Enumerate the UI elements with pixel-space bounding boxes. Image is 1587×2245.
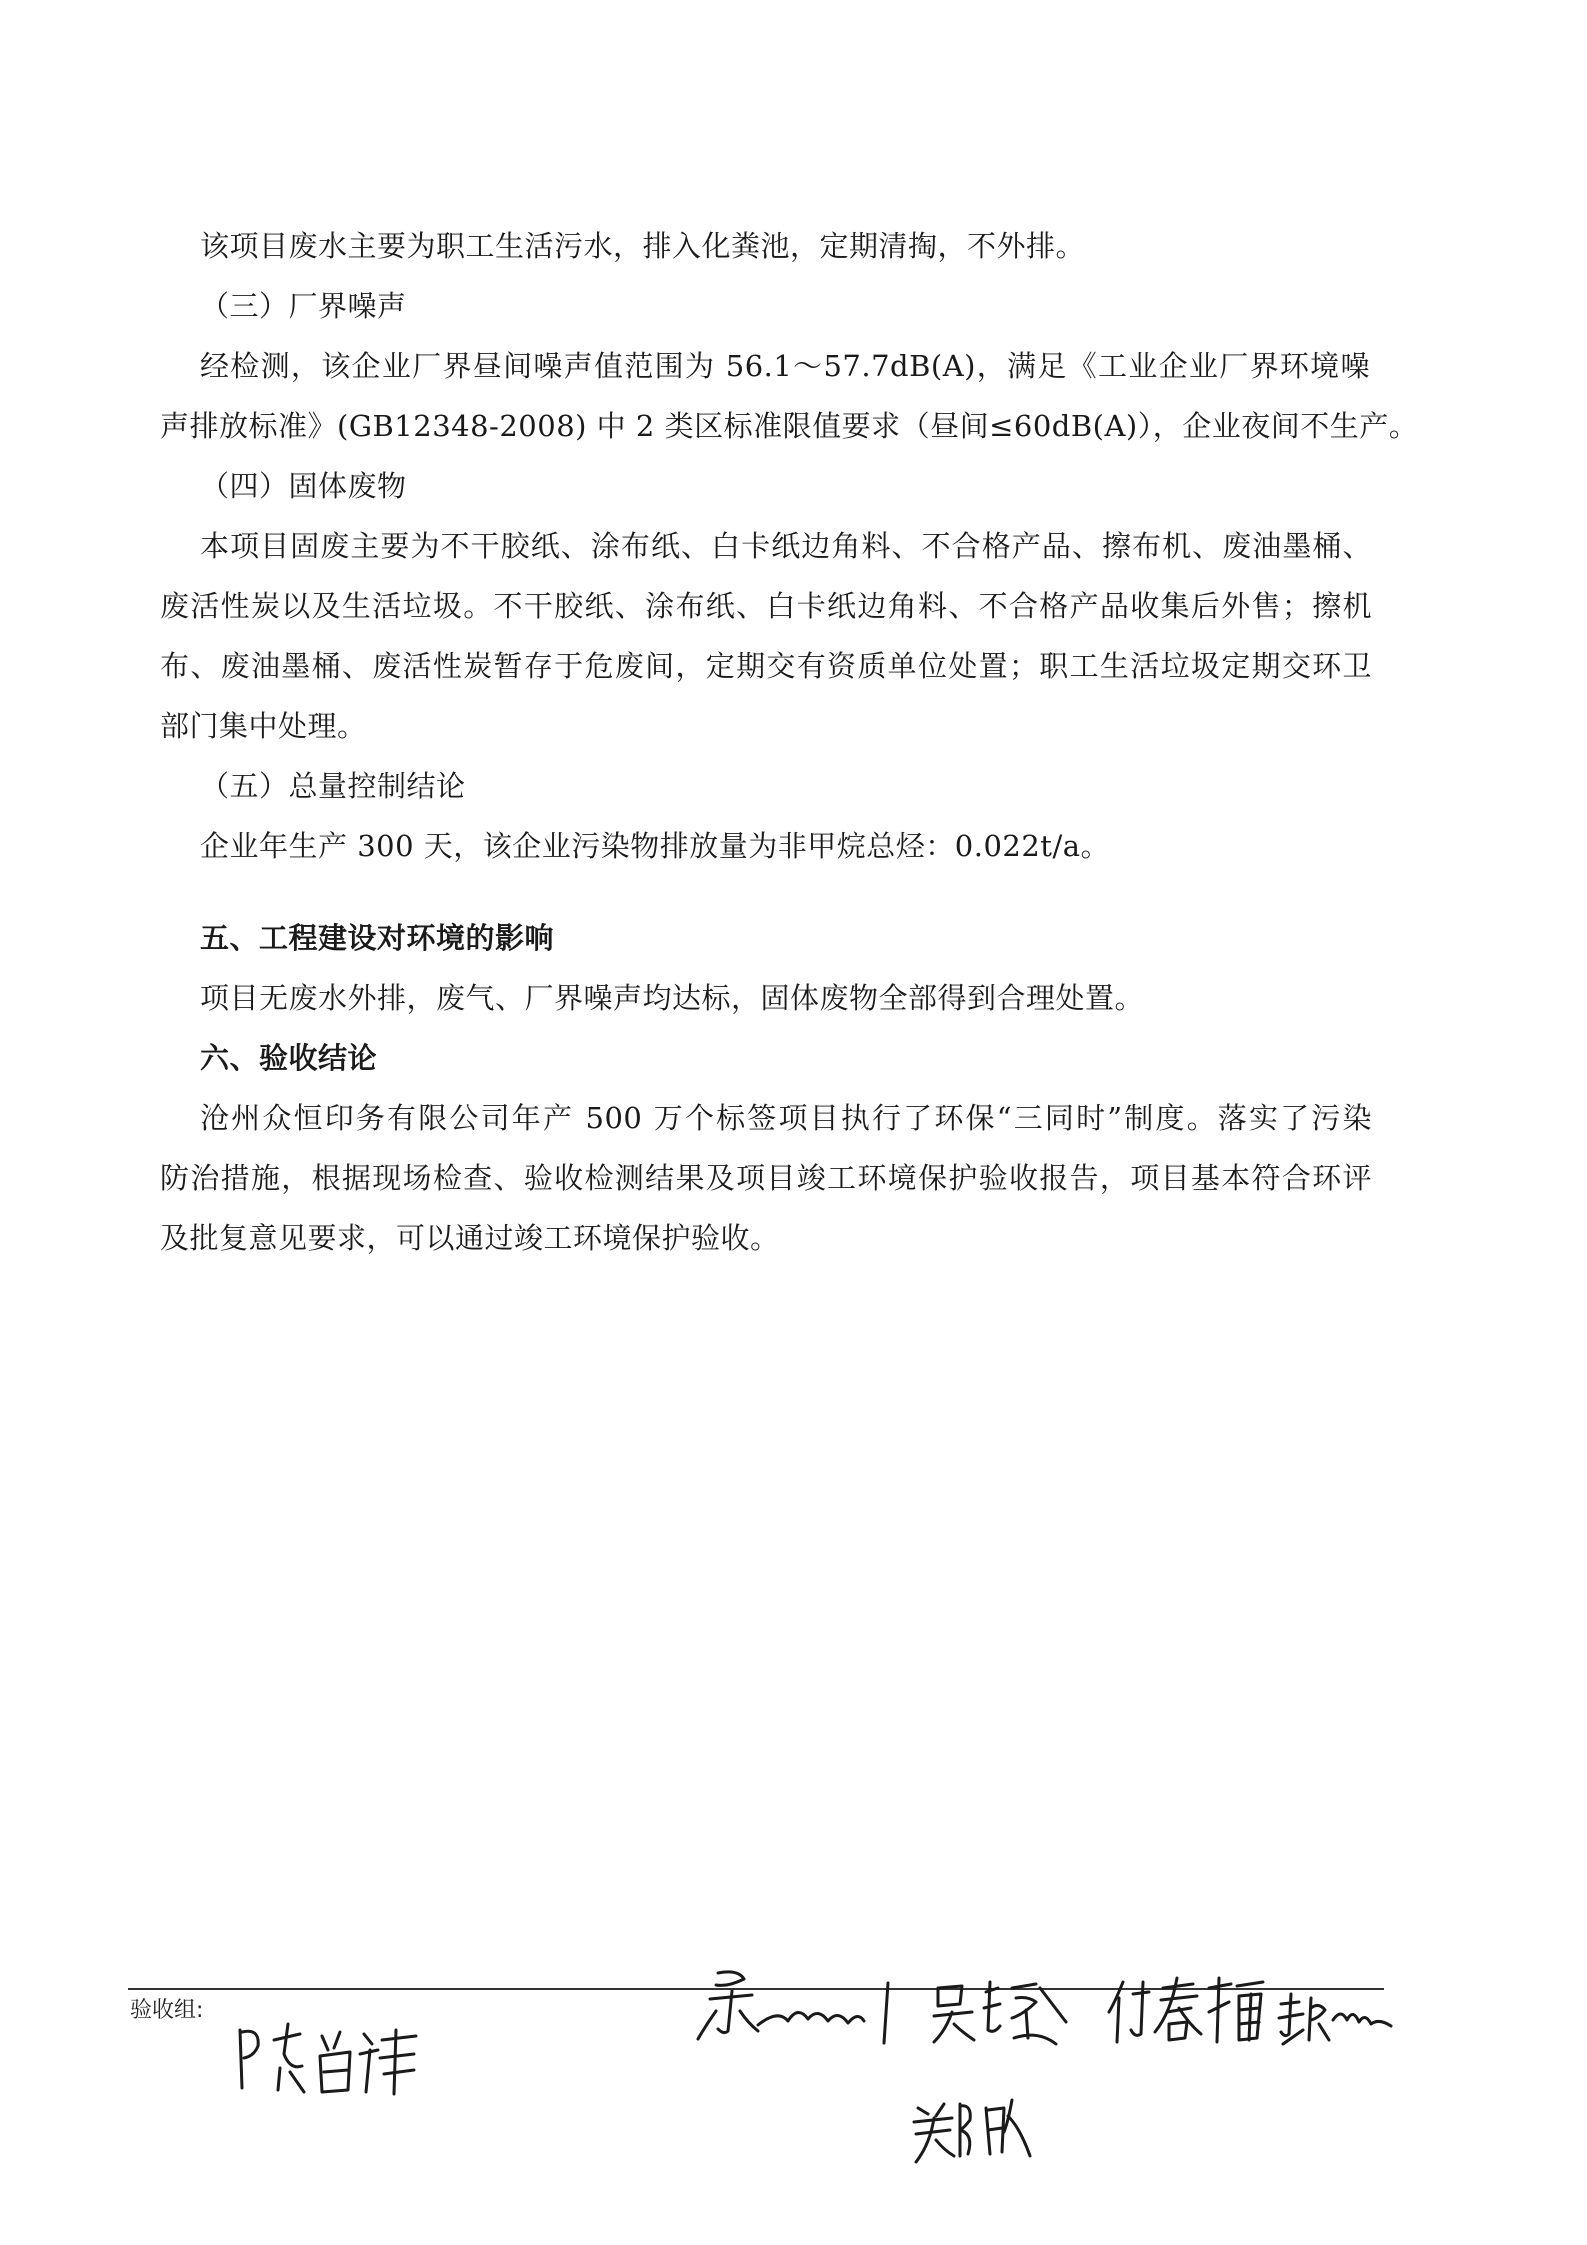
- paragraph-solid-waste-line-4: 部门集中处理。: [160, 709, 367, 743]
- signature-6: [908, 2092, 1038, 2172]
- signature-label: 验收组:: [130, 1998, 204, 2023]
- section-title-environment-impact: 五、工程建设对环境的影响: [200, 921, 555, 955]
- paragraph-wastewater: 该项目废水主要为职工生活污水，排入化粪池，定期清掏，不外排。: [200, 229, 1086, 263]
- signature-5: [1275, 1984, 1395, 2054]
- signature-1: [230, 2010, 430, 2100]
- section-title-acceptance-conclusion: 六、验收结论: [200, 1041, 378, 1075]
- paragraph-conclusion-line-2: 防治措施，根据现场检查、验收检测结果及项目竣工环境保护验收报告，项目基本符合环评: [160, 1161, 1372, 1195]
- paragraph-solid-waste-line-2: 废活性炭以及生活垃圾。不干胶纸、涂布纸、白卡纸边角料、不合格产品收集后外售；擦机: [160, 589, 1372, 623]
- paragraph-noise-line-2: 声排放标准》(GB12348-2008) 中 2 类区标准限值要求（昼间≤60dB(A)），企业夜间不生产。: [160, 409, 1419, 443]
- paragraph-solid-waste-line-3: 布、废油墨桶、废活性炭暂存于危废间，定期交有资质单位处置；职工生活垃圾定期交环卫: [160, 649, 1372, 683]
- paragraph-conclusion-line-1: 沧州众恒印务有限公司年产 500 万个标签项目执行了环保“三同时”制度。落实了污染: [200, 1101, 1372, 1135]
- signature-4: [1105, 1972, 1275, 2052]
- section-heading-noise: （三）厂界噪声: [200, 289, 407, 323]
- paragraph-solid-waste-line-1: 本项目固废主要为不干胶纸、涂布纸、白卡纸边角料、不合格产品、擦布机、废油墨桶、: [200, 529, 1372, 563]
- signature-2: [688, 1965, 918, 2055]
- paragraph-conclusion-line-3: 及批复意见要求，可以通过竣工环境保护验收。: [160, 1221, 780, 1255]
- paragraph-total-control: 企业年生产 300 天，该企业污染物排放量为非甲烷总烃：0.022t/a。: [200, 829, 1111, 863]
- signature-3: [928, 1974, 1078, 2054]
- paragraph-noise-line-1: 经检测，该企业厂界昼间噪声值范围为 56.1～57.7dB(A)，满足《工业企业厂界环境噪: [200, 349, 1370, 383]
- section-heading-solid-waste: （四）固体废物: [200, 469, 407, 503]
- paragraph-environment-impact: 项目无废水外排，废气、厂界噪声均达标，固体废物全部得到合理处置。: [200, 981, 1145, 1015]
- section-heading-total-control: （五）总量控制结论: [200, 769, 466, 803]
